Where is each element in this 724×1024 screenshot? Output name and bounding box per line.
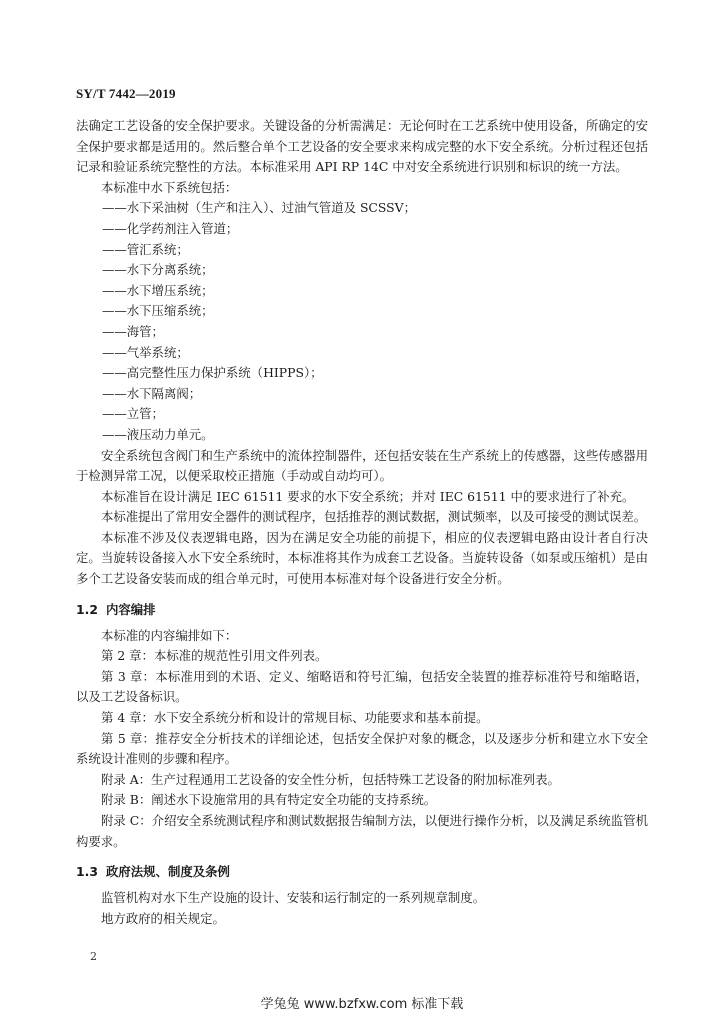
section-title: 政府法规、制度及条例	[106, 864, 230, 880]
section-heading-1-2	[76, 600, 648, 618]
list-item: ——管汇系统；	[102, 241, 189, 257]
paragraph: 第 4 章：水下安全系统分析和设计的常规目标、功能要求和基本前提。	[101, 710, 489, 726]
paragraph: 附录 B：阐述水下设施常用的具有特定安全功能的支持系统。	[101, 792, 437, 808]
list-item: ——水下压缩系统；	[102, 303, 214, 319]
page-number: 2	[90, 950, 97, 963]
paragraph: 附录 C：介绍安全系统测试程序和测试数据报告编制方法，以便进行操作分析，以及满足系统监管机构要求。	[76, 813, 648, 849]
paragraph: 本标准的内容编排如下：	[101, 627, 238, 643]
body-text	[76, 116, 648, 929]
watermark-footer: 学兔兔 www.bzfxw.com 标准下载	[260, 997, 464, 1012]
list-item: ——海管；	[102, 323, 164, 339]
list-item: ——气举系统；	[102, 344, 189, 360]
subsea-system-list	[76, 198, 648, 445]
paragraph: 第 5 章：推荐安全分析技术的详细论述，包括安全保护对象的概念，以及逐步分析和建立水下安全系统设计准则的步骤和程序。	[76, 730, 648, 767]
paragraph: 本标准提出了常用安全器件的测试程序，包括推荐的测试数据，测试频率，以及可接受的测试误差。	[101, 509, 647, 525]
section-number: 1.2	[76, 601, 98, 617]
list-item: ——水下隔离阀；	[102, 385, 202, 401]
paragraph: 监管机构对水下生产设施的设计、安装和运行制定的一系列规章制度。	[101, 890, 486, 906]
paragraph: 本标准不涉及仪表逻辑电路，因为在满足安全功能的前提下，相应的仪表逻辑电路由设计者自行决定。当旋转设备接入水下安全系统时，本标准将其作为成套工艺设备。当旋转设备（如泵或压缩机）是由多个工艺设备安装而成的组合单元时，可使用本标准对每个设备进行安全分析。	[76, 529, 648, 587]
list-item: ——化学药剂注入管道；	[102, 220, 239, 236]
paragraph: 安全系统包含阀门和生产系统中的流体控制器件，还包括安装在生产系统上的传感器，这些传感器用于检测异常工况，以便采取校正措施（手动或自动均可）。	[76, 447, 648, 484]
intro-paragraph-2: 本标准中水下系统包括：	[101, 179, 238, 195]
list-item: ——水下分离系统；	[102, 262, 214, 278]
paragraph: 附录 A：生产过程通用工艺设备的安全性分析，包括特殊工艺设备的附加标准列表。	[101, 771, 560, 787]
list-item: ——高完整性压力保护系统（HIPPS）；	[102, 365, 323, 381]
paragraph: 第 3 章：本标准用到的术语、定义、缩略语和符号汇编，包括安全装置的推荐标准符号和缩略语，以及工艺设备标识。	[76, 668, 648, 705]
paragraph: 本标准旨在设计满足 IEC 61511 要求的水下安全系统；并对 IEC 61511 中的要求进行了补充。	[101, 488, 635, 504]
paragraph: 第 2 章：本标准的规范性引用文件列表。	[101, 648, 328, 664]
paragraph: 地方政府的相关规定。	[101, 910, 225, 926]
list-item: ——立管；	[102, 406, 164, 422]
intro-paragraph-1: 法确定工艺设备的安全保护要求。关键设备的分析需满足：无论何时在工艺系统中使用设备，所确定的安全保护要求都是适用的。然后整合单个工艺设备的安全要求来构成完整的水下安全系统。分析过程还包括记录和验证系统完整性的方法。本标准采用 API RP 14C 中对安全系统进行识别和标识的统一方法。	[76, 118, 648, 175]
section-title: 内容编排	[106, 601, 156, 617]
standard-code-header: SY/T 7442—2019	[76, 86, 176, 101]
list-item: ——水下增压系统；	[102, 282, 214, 298]
section-number: 1.3	[76, 864, 98, 880]
list-item: ——液压动力单元。	[102, 426, 214, 442]
section-heading-1-3	[76, 862, 648, 880]
list-item: ——水下采油树（生产和注入）、过油气管道及 SCSSV；	[102, 200, 417, 216]
